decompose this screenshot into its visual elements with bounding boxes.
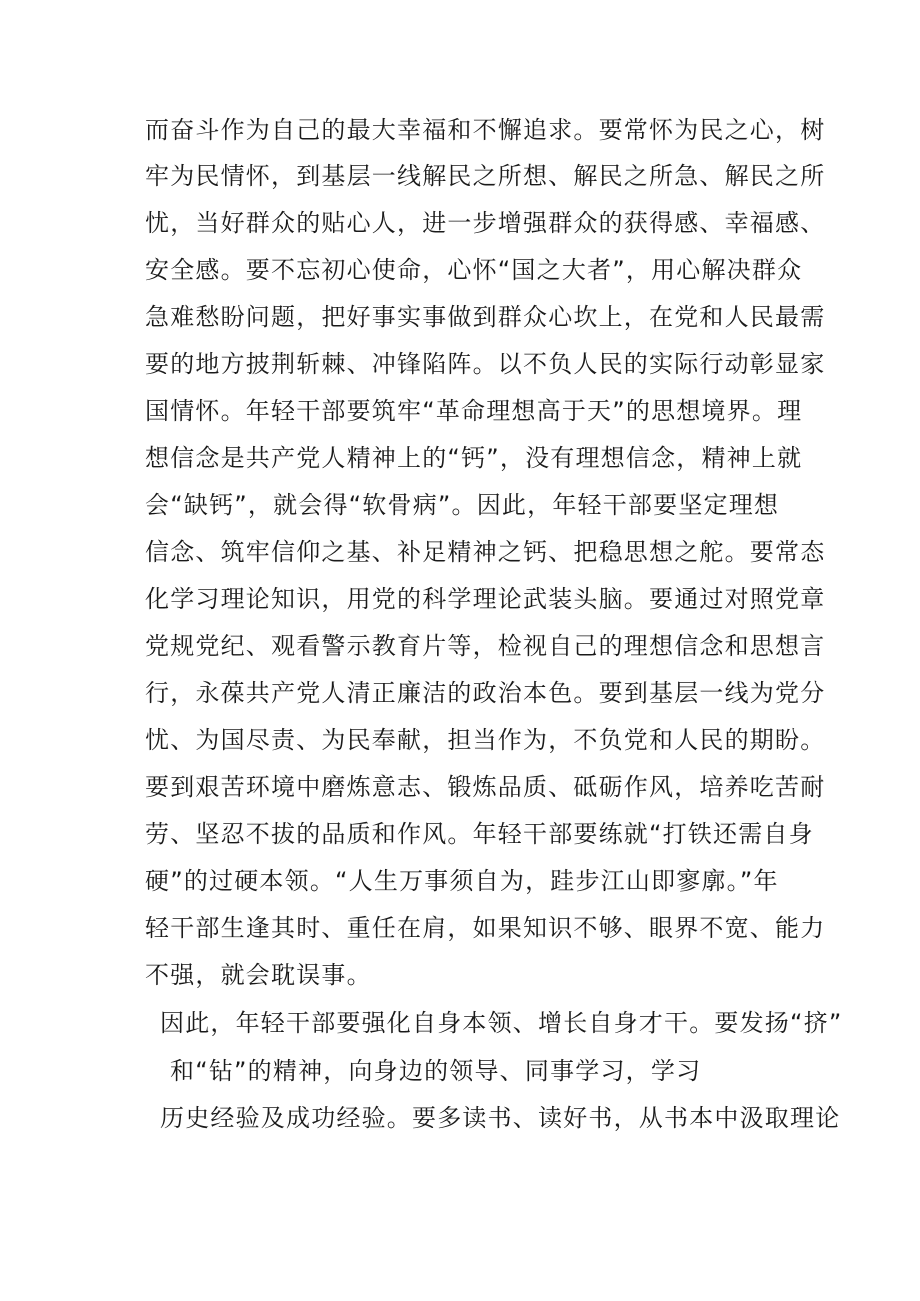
text-line: 行，永葆共产党人清正廉洁的政治本色。要到基层一线为党分 (145, 679, 826, 707)
text-line: 安全感。要不忘初心使命，心怀“国之大者”，用心解决群众 (145, 256, 803, 284)
text-line: 轻干部生逢其时、重任在肩，如果知识不够、眼界不宽、能力 (145, 914, 826, 942)
text-line: 忧，当好群众的贴心人，进一步增强群众的获得感、幸福感、 (145, 209, 826, 237)
text-line: 牢为民情怀，到基层一线解民之所想、解民之所急、解民之所 (145, 162, 826, 190)
text-line: 劳、坚忍不拔的品质和作风。年轻干部要练就“打铁还需自身 (145, 820, 814, 848)
text-line: 要的地方披荆斩棘、冲锋陷阵。以不负人民的实际行动彰显家 (145, 350, 826, 378)
text-line: 忧、为国尽责、为民奉献，担当作为，不负党和人民的期盼。 (145, 726, 826, 754)
text-line: 信念、筑牢信仰之基、补足精神之钙、把稳思想之舵。要常态 (145, 538, 826, 566)
text-line: 要到艰苦环境中磨炼意志、锻炼品质、砥砺作风，培养吃苦耐 (145, 773, 826, 801)
text-line: 和“钻”的精神，向身边的领导、同事学习，学习 (170, 1057, 702, 1085)
text-line: 化学习理论知识，用党的科学理论武装头脑。要通过对照党章 (145, 585, 826, 613)
text-line: 国情怀。年轻干部要筑牢“革命理想高于天”的思想境界。理 (145, 397, 803, 425)
text-line: 会“缺钙”，就会得“软骨病”。因此，年轻干部要坚定理想 (145, 491, 780, 519)
text-line: 党规党纪、观看警示教育片等，检视自己的理想信念和思想言 (145, 632, 826, 660)
text-line: 历史经验及成功经验。要多读书、读好书，从书本中汲取理论 (160, 1104, 841, 1132)
text-line: 想信念是共产党人精神上的“钙”，没有理想信念，精神上就 (145, 444, 803, 472)
text-line: 不强，就会耽误事。 (145, 961, 372, 989)
text-line: 因此，年轻干部要强化自身本领、增长自身才干。要发扬“挤” (160, 1009, 843, 1037)
text-line: 急难愁盼问题，把好事实事做到群众心坎上，在党和人民最需 (145, 303, 826, 331)
text-line: 硬”的过硬本领。“人生万事须自为，跬步江山即寥廓。”年 (145, 867, 779, 895)
text-line: 而奋斗作为自己的最大幸福和不懈追求。要常怀为民之心，树 (145, 116, 826, 144)
